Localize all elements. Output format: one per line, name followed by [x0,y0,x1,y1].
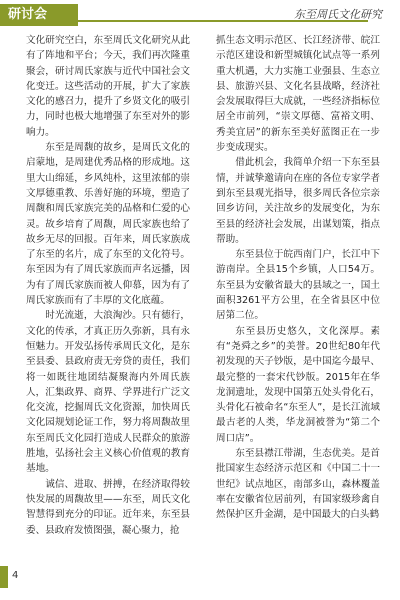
right-column [216,33,380,523]
journal-title: 东至周氏文化研究 [294,8,382,21]
page-header [0,0,400,32]
paragraph: 文化研究空白，东至周氏文化研究从此有了阵地和平台；今天，我们再次隆重聚会，研讨周氏家族与近代中国社会文化变迁。这些活动的开展，扩大了家族文化的感召力，提升了乡贤文化的吸引力，同时也极大地增强了东至对外的影响力。 [26,35,190,138]
page-number: 4 [12,570,19,581]
paragraph: 诚信、进取、拼搏，在经济取得较快发展的周馥故里——东至，周氏文化智慧得到充分的印证。近年来，东至县委、县政府发愤图强，凝心聚力，抢 [26,478,190,536]
paragraph: 借此机会，我简单介绍一下东至县情，并诚挚邀请向在座的各位专家学者到东至县观光指导，很多周氏各位宗亲回乡访问，关注故乡的发展变化，为东至县的经济社会发展，出谋划策，指点帮助。 [216,157,380,245]
paragraph: 东至县襟江带湖，生态优美。是首批国家生态经济示范区和《中国二十一世纪》试点地区，南部多山，森林覆盖率在安徽省位居前列，有国家级珍禽自然保护区升金湖，是中国最大的白头鹤 [216,448,380,521]
paragraph: 时光流逝，大浪淘沙。只有德行，文化的传承，才真正历久弥新，具有永恒魅力。开发弘扬传承周氏文化，是东至县委、县政府责无旁贷的责任，我们将一如既往地团结凝聚海内外周氏族人，汇集政界、商界、学界进行广泛文化交流，挖掘周氏文化资源，加快周氏文化园规划论证工作，努力将周馥故里东至周氏文化园打造成人民群众的旅游胜地，弘扬社会主义核心价值观的教育基地。 [26,310,190,475]
paragraph: 东至县位于皖西南门户，长江中下游南岸。全县15个乡镇，人口54万。东至县为安徽省最大的县域之一，国土面积3261平方公里，在全省县区中位居第二位。 [216,249,380,322]
page-number-marker [0,566,8,588]
left-column [26,33,190,538]
page-number-block [0,566,18,588]
paragraph: 东至县历史悠久，文化深厚。素有“尧舜之乡”的美誉。20世纪80年代初发现的天子钞版，是中国迄今最早、最完整的一套宋代钞版。2015年在华龙洞遗址，发现中国第五处头骨化石，头骨化石被命名“东至人”，是长江流域最古老的人类，华龙洞被誉为“第二个周口店”。 [216,325,380,444]
paragraph: 东至是周馥的故乡，是周氏文化的启蒙地，是周建优秀品格的形成地。这里大山绵延，乡风纯朴，这里浓郁的崇文厚德重教、乐善好施的环境，塑造了周馥和周氏家族完美的品格和仁爱的心灵。故乡培育了周馥，周氏家族也给了故乡无尽的回报。百年来，周氏家族成了东至的名片，成了东至的文化符号。东至因为有了周氏家族而声名远播，因为有了周氏家族而被人仰慕，因为有了周氏家族而有了丰厚的文化底蕴。 [26,142,190,307]
paragraph: 抓生态文明示范区、长江经济带、皖江示范区建设和新型城镇化试点等一系列重大机遇，大力实施工业强县、生态立县、旅游兴县、文化名县战略，经济社会发展取得巨大成就，一些经济指标位居全市前列，“崇文厚德、富裕文明、秀美宜居”的新东至美好蓝图正在一步步变成现实。 [216,35,380,154]
section-tab: 研讨会 [0,4,78,26]
